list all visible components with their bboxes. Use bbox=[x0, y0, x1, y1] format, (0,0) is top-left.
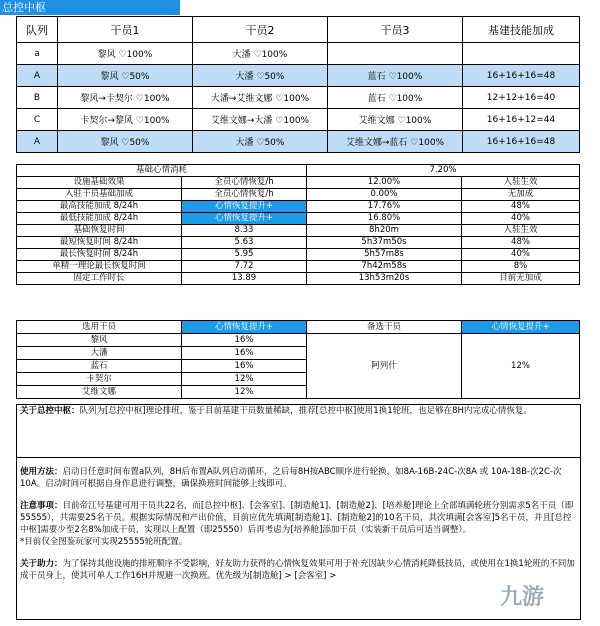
mood-cell: 40% bbox=[462, 249, 580, 261]
mood-row bbox=[17, 261, 580, 273]
schedule-cell: A bbox=[17, 131, 58, 153]
mood-cell: 12.00% bbox=[307, 177, 462, 189]
mood-cell: 心情恢复提升+ bbox=[182, 201, 307, 213]
op-header-alt: 备选干员 bbox=[307, 321, 462, 334]
mood-row bbox=[17, 189, 580, 201]
schedule-cell: 大潘 ♡50% bbox=[193, 131, 328, 153]
mood-cell: 8.33 bbox=[182, 225, 307, 237]
schedule-header-row bbox=[17, 17, 580, 43]
notes-panel bbox=[16, 404, 581, 620]
mood-cell: 最高技能加成 8/24h bbox=[17, 201, 182, 213]
operator-name: 蓝石 bbox=[17, 360, 182, 373]
mood-cell: 无加成 bbox=[462, 189, 580, 201]
op-header-alt-boost: 心情恢复提升+ bbox=[462, 321, 580, 334]
operator-boost: 16% bbox=[182, 360, 307, 373]
mood-cell: 48% bbox=[462, 237, 580, 249]
schedule-cell: 艾维文娜 ♡100% bbox=[328, 109, 463, 131]
mood-cell: 48% bbox=[462, 201, 580, 213]
op-header-boost: 心情恢复提升+ bbox=[182, 321, 307, 334]
schedule-cell: 卡契尔→黎风 ♡100% bbox=[58, 109, 193, 131]
schedule-cell: 艾维文娜→蓝石 ♡100% bbox=[328, 131, 463, 153]
mood-cell: 0.00% bbox=[307, 189, 462, 201]
schedule-cell: 黎风 ♡50% bbox=[58, 65, 193, 87]
schedule-cell: 黎风 ♡50% bbox=[58, 131, 193, 153]
mood-cell: 入驻生效 bbox=[462, 177, 580, 189]
mood-cell: 40% bbox=[462, 213, 580, 225]
schedule-cell: 大潘 ♡50% bbox=[193, 65, 328, 87]
mood-cell: 7.72 bbox=[182, 261, 307, 273]
mood-cell: 最短恢复时间 8/24h bbox=[17, 237, 182, 249]
note-help bbox=[17, 558, 580, 582]
mood-row bbox=[17, 237, 580, 249]
operator-boost: 16% bbox=[182, 347, 307, 360]
header-op2: 干员2 bbox=[193, 17, 328, 43]
operator-boost: 12% bbox=[182, 373, 307, 386]
mood-table bbox=[16, 164, 580, 285]
schedule-cell: 黎风→卡契尔 ♡100% bbox=[58, 87, 193, 109]
note-notice bbox=[17, 500, 580, 536]
header-op1: 干员1 bbox=[58, 17, 193, 43]
note-about bbox=[17, 405, 580, 417]
schedule-cell: 艾维文娜→大潘 ♡100% bbox=[193, 109, 328, 131]
operator-name: 艾维文娜 bbox=[17, 386, 182, 399]
alt-operator-boost: 12% bbox=[462, 334, 580, 399]
watermark-logo: 九游 bbox=[500, 585, 545, 610]
schedule-row bbox=[17, 109, 580, 131]
mood-cell: 5.63 bbox=[182, 237, 307, 249]
operator-boost: 16% bbox=[182, 334, 307, 347]
mood-cell: 目前无加成 bbox=[462, 273, 580, 285]
about-label: 关于总控中枢： bbox=[20, 406, 80, 416]
note-usage bbox=[17, 466, 580, 490]
header-skill: 基建技能加成 bbox=[463, 17, 580, 43]
schedule-cell: 黎风 ♡100% bbox=[58, 43, 193, 65]
mood-cell: 5h37m50s bbox=[307, 237, 462, 249]
schedule-cell: 蓝石 ♡100% bbox=[328, 87, 463, 109]
operator-table bbox=[16, 320, 580, 399]
mood-cell: 全员心情恢复/h bbox=[182, 177, 307, 189]
operator-header-row bbox=[17, 321, 580, 334]
schedule-row bbox=[17, 65, 580, 87]
about-text: 队列为[总控中枢]理论排班，鉴于目前基建干员数量稀缺，推荐[总控中枢]使用1换1轮班，也足够在8H内完成心情恢复。 bbox=[79, 406, 532, 416]
mood-cell: 13.89 bbox=[182, 273, 307, 285]
mood-cell: 13h53m20s bbox=[307, 273, 462, 285]
schedule-cell: A bbox=[17, 65, 58, 87]
schedule-cell bbox=[463, 43, 580, 65]
page-title: 总控中枢 bbox=[0, 0, 180, 15]
mood-cell: 7h42m58s bbox=[307, 261, 462, 273]
mood-cell: 基础恢复时间 bbox=[17, 225, 182, 237]
operator-boost: 12% bbox=[182, 386, 307, 399]
mood-cell: 最长恢复时间 8/24h bbox=[17, 249, 182, 261]
mood-cell: 5.95 bbox=[182, 249, 307, 261]
mood-row bbox=[17, 213, 580, 225]
usage-label: 使用方法： bbox=[20, 467, 63, 477]
mood-top-row bbox=[17, 165, 580, 177]
help-text: 为了保持其他设施的排班顺序不受影响，好友助力获得的心情恢复效果可用于补充因缺少心情消耗降低技员，或使用在1换1轮班的不同加成干员身上，使其可单人工作16H并规避一次换班。优先级为[制造舱] > [会客室] > bbox=[20, 559, 575, 581]
mood-cell: 设施基础效果 bbox=[17, 177, 182, 189]
mood-cell: 5h57m8s bbox=[307, 249, 462, 261]
mood-row bbox=[17, 273, 580, 285]
mood-row bbox=[17, 177, 580, 189]
mood-row bbox=[17, 225, 580, 237]
mood-cell: 8h20m bbox=[307, 225, 462, 237]
help-label: 关于助力： bbox=[20, 559, 63, 569]
mood-top-label: 基础心情消耗 bbox=[17, 165, 307, 177]
mood-cell: 16.80% bbox=[307, 213, 462, 225]
usage-text: 启动日任意时间布置a队列，8H后布置A队列启动循环，之后每8H按ABC顺序进行轮换，如8A-16B-24C-次8A 或 10A-18B-次2C-次10A。启动时间可根据自身作息进行调整，确保换班时间能够上线即可。 bbox=[20, 467, 562, 489]
operator-name: 黎风 bbox=[17, 334, 182, 347]
mood-cell: 单精一理论最长恢复时间 bbox=[17, 261, 182, 273]
operator-name: 大潘 bbox=[17, 347, 182, 360]
mood-top-value: 7.20% bbox=[307, 165, 580, 177]
schedule-row bbox=[17, 131, 580, 153]
schedule-cell: C bbox=[17, 109, 58, 131]
mood-cell: 17.76% bbox=[307, 201, 462, 213]
schedule-cell: 大潘 ♡100% bbox=[193, 43, 328, 65]
schedule-table bbox=[16, 16, 580, 153]
schedule-cell: 大潘→艾维文娜 ♡100% bbox=[193, 87, 328, 109]
mood-cell: 最低技能加成 8/24h bbox=[17, 213, 182, 225]
mood-row bbox=[17, 201, 580, 213]
op-header-selected: 选用干员 bbox=[17, 321, 182, 334]
schedule-cell: 16+16+16=48 bbox=[463, 65, 580, 87]
mood-cell: 8% bbox=[462, 261, 580, 273]
alt-operator-name: 阿列什 bbox=[307, 334, 462, 399]
mood-cell: 入驻干员基础加成 bbox=[17, 189, 182, 201]
schedule-cell: B bbox=[17, 87, 58, 109]
schedule-cell: 16+16+16=48 bbox=[463, 131, 580, 153]
mood-cell: 全员心情恢复/h bbox=[182, 189, 307, 201]
mood-cell: 入驻生效 bbox=[462, 225, 580, 237]
header-queue: 队列 bbox=[17, 17, 58, 43]
note-notice-extra: *目前仅全图鉴玩家可实现25555轮班配置。 bbox=[20, 537, 188, 547]
operator-row bbox=[17, 334, 580, 347]
schedule-row bbox=[17, 43, 580, 65]
notice-text: 目前帝江号基建可用干员共22名，而[总控中枢]、[会客室]、[制造舱1]、[制造舱2]、[培养舱]理论上全部填满轮班分别需求5名干员（即55555），共需要25名干员。根据实际情况和产出价值，目前应优先填满[制造舱1]、[制造舱2]的10名干员，其次填满[会客室]5名干员，并且[总控中枢]需要少至2名8%加成干员，实现以上配置（即25550）后再考虑为[培养舱]添加干员（实装新干员后可适当调整）。 bbox=[20, 501, 574, 535]
schedule-cell: 12+12+16=40 bbox=[463, 87, 580, 109]
schedule-cell: 16+16+12=44 bbox=[463, 109, 580, 131]
schedule-cell: a bbox=[17, 43, 58, 65]
schedule-cell: 蓝石 ♡100% bbox=[328, 65, 463, 87]
mood-cell: 固定工作时长 bbox=[17, 273, 182, 285]
notice-label: 注意事项： bbox=[20, 501, 63, 511]
schedule-cell bbox=[328, 43, 463, 65]
mood-cell: 心情恢复提升+ bbox=[182, 213, 307, 225]
operator-name: 卡契尔 bbox=[17, 373, 182, 386]
header-op3: 干员3 bbox=[328, 17, 463, 43]
schedule-row bbox=[17, 87, 580, 109]
mood-row bbox=[17, 249, 580, 261]
